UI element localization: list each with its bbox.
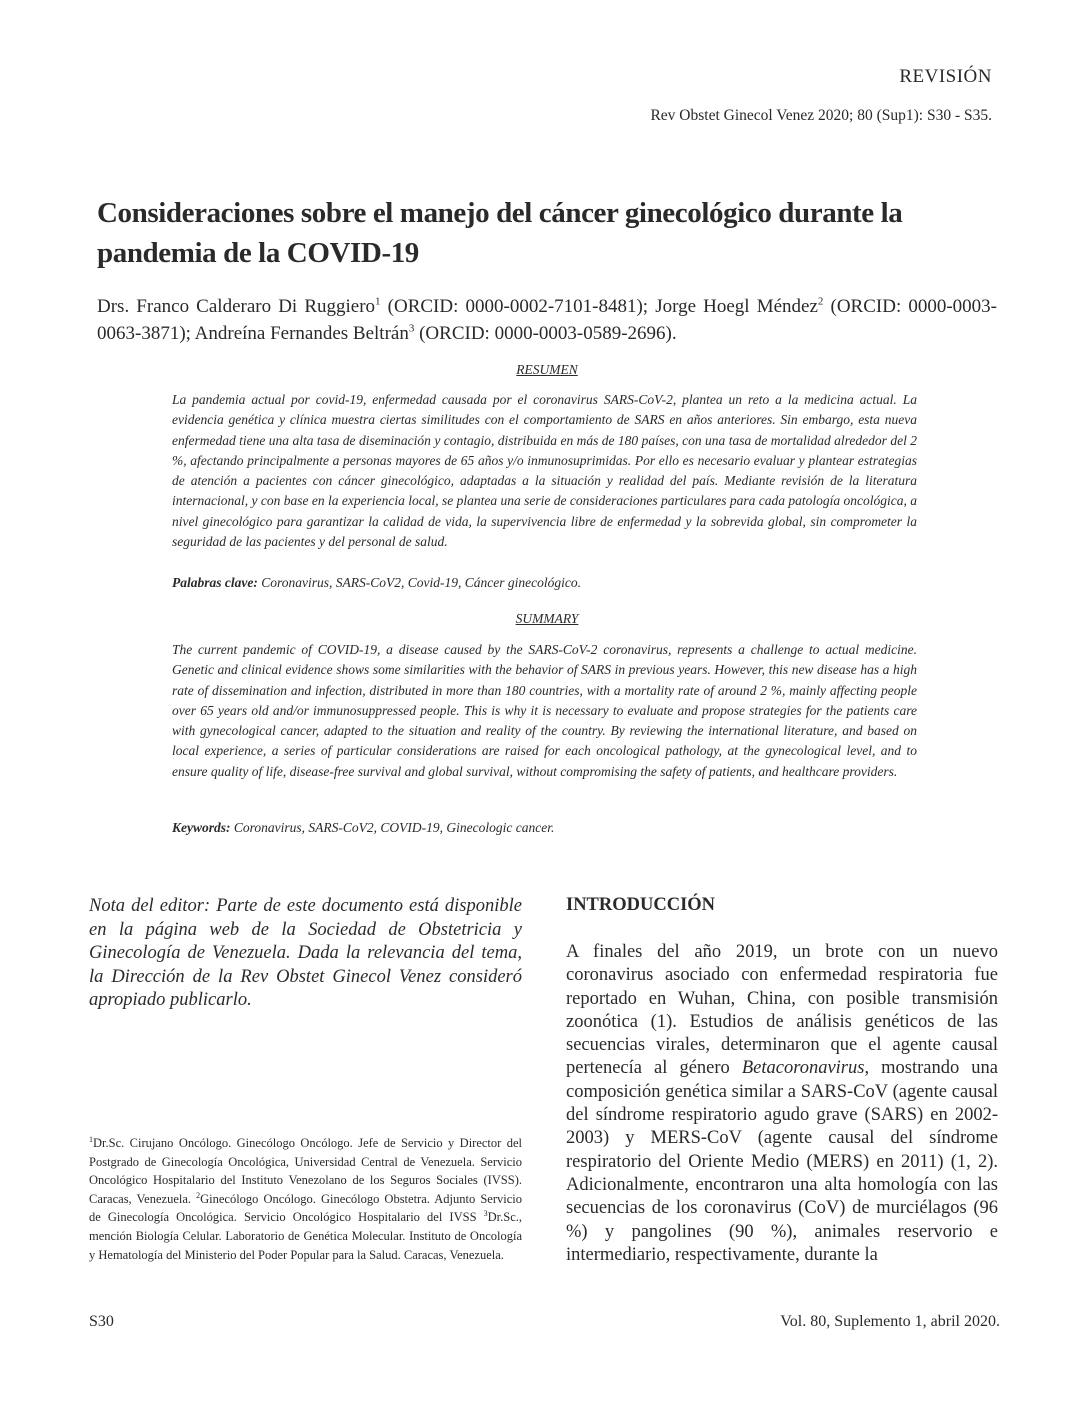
affiliation-1-text: Dr.Sc. Cirujano Oncólogo. Ginecólogo Oncólogo. Jefe de Servicio y Director del Postgrado de Ginecología Oncológica, Universidad Central de Venezuela. Servicio Oncológico Hospitalario del Instituto Venezolano de los Seguros Sociales (IVSS). Caracas, Venezuela. [89, 1136, 522, 1206]
author-2-affiliation-mark: 2 [817, 295, 824, 308]
summary-keywords [172, 820, 917, 836]
author-3-affiliation-mark: 3 [408, 322, 415, 335]
author-affiliations [89, 1134, 522, 1264]
issue-info: Vol. 80, Suplemento 1, abril 2020. [780, 1313, 1000, 1330]
resumen-heading: RESUMEN [516, 362, 578, 377]
affiliation-3-text: Dr.Sc., mención Biología Celular. Laboratorio de Genética Molecular. Instituto de Oncología y Hematología del Ministerio del Poder Popular para la Salud. Caracas, Venezuela. [89, 1210, 522, 1262]
author-list [97, 293, 997, 347]
resumen-keywords-list: Coronavirus, SARS-CoV2, Covid-19, Cáncer ginecológico. [257, 575, 581, 590]
editor-note: Nota del editor: Parte de este documento está disponible en la página web de la Sociedad de Obstetricia y Ginecología de Venezuela. Dada la relevancia del tema, la Dirección de la Rev Obstet Ginecol Venez consideró apropiado publicarlo. [89, 896, 522, 1010]
affiliation-3-mark: 3 [483, 1209, 488, 1219]
author-2-orcid: (ORCID: 0000-0003-0063-3871); [97, 296, 997, 344]
summary-keywords-label: Keywords: [172, 820, 231, 835]
introduction-text-part-1: A finales del año 2019, un brote con un nuevo coronavirus asociado con enfermedad respiratoria fue reportado en Wuhan, China, con posible transmisión zoonótica (1). Estudios de análisis genéticos de las secuencias virales, determinaron que el agente causal pertenecía al género [566, 942, 998, 1079]
author-1-orcid: (ORCID: 0000-0002-7101-8481); [380, 296, 656, 317]
author-1-affiliation-mark: 1 [375, 295, 381, 308]
summary-keywords-list: Coronavirus, SARS-CoV2, COVID-19, Ginecologic cancer. [230, 820, 555, 835]
author-3-name: Andreína Fernandes Beltrán [194, 323, 409, 344]
author-1-name: Drs. Franco Calderaro Di Ruggiero [97, 296, 376, 317]
author-3-orcid: (ORCID: 0000-0003-0589-2696). [414, 323, 677, 344]
summary-heading: SUMMARY [515, 611, 579, 626]
resumen-body: La pandemia actual por covid-19, enfermedad causada por el coronavirus SARS-CoV-2, plantea un reto a la medicina actual. La evidencia genética y clínica muestra ciertas similitudes con el comportamiento de SARS en años anteriores. Sin embargo, esta nueva enfermedad tiene una alta tasa de diseminación y contagio, distribuida en más de 180 países, con una tasa de mortalidad alrededor del 2 %, afectando principalmente a personas mayores de 65 años y/o inmunosuprimidas. Por ello es necesario evaluar y plantear estrategias de atención a pacientes con cáncer ginecológico, adaptadas a la situación y realidad del país. Mediante revisión de la literatura internacional, y con base en la experiencia local, se plantea una serie de consideraciones particulares para cada patología oncológica, a nivel ginecológico para garantizar la calidad de vida, la supervivencia libre de enfermedad y la sobrevida global, sin comprometer la seguridad de las pacientes y del personal de salud. [172, 392, 917, 550]
introduction-heading: INTRODUCCIÓN [566, 895, 716, 915]
author-2-name: Jorge Hoegl Méndez [655, 296, 818, 317]
genus-name: Betacoronavirus [741, 1058, 865, 1079]
journal-citation: Rev Obstet Ginecol Venez 2020; 80 (Sup1): S30 - S35. [650, 107, 992, 124]
affiliation-1-mark: 1 [89, 1134, 93, 1144]
summary-body: The current pandemic of COVID-19, a disease caused by the SARS-CoV-2 coronavirus, represents a challenge to actual medicine. Genetic and clinical evidence shows some similarities with the behavior of SARS in previous years. However, this new disease has a high rate of dissemination and infection, distributed in more than 180 countries, with a mortality rate of around 2 %, mainly affecting people over 65 years old and/or immunosuppressed people. This is why it is necessary to evaluate and propose strategies for the patients care with gynecological cancer, adapted to the situation and reality of the country. By reviewing the international literature, and based on local experience, a series of particular considerations are raised for each oncological pathology, at the gynecological level, and to ensure quality of life, disease-free survival and global survival, without compromising the safety of patients, and healthcare providers. [172, 642, 917, 779]
resumen-keywords [172, 575, 917, 591]
article-title: Consideraciones sobre el manejo del cáncer ginecológico durante la pandemia de la COVID-19 [97, 197, 903, 269]
resumen-keywords-label: Palabras clave: [172, 575, 258, 590]
affiliation-2-mark: 2 [196, 1190, 201, 1200]
introduction-paragraph [566, 941, 998, 1267]
affiliation-2-text: Ginecólogo Oncólogo. Ginecólogo Obstetra. Adjunto Servicio de Ginecología Oncológica. Servicio Oncológico Hospitalario del IVSS [89, 1191, 522, 1225]
page-number: S30 [89, 1313, 114, 1330]
section-label: REVISIÓN [899, 66, 992, 87]
introduction-text-part-2: , mostrando una composición genética similar a SARS-CoV (agente causal del síndrome respiratorio agudo grave (SARS) en 2002-2003) y MERS-CoV (agente causal del síndrome respiratorio del Oriente Medio (MERS) en 2011) (1, 2). Adicionalmente, encontraron una alta homología con las secuencias de los coronavirus (CoV) de murciélagos (96 %) y pangolines (90 %), animales reservorio e intermediario, respectivamente, durante la [566, 1058, 998, 1265]
